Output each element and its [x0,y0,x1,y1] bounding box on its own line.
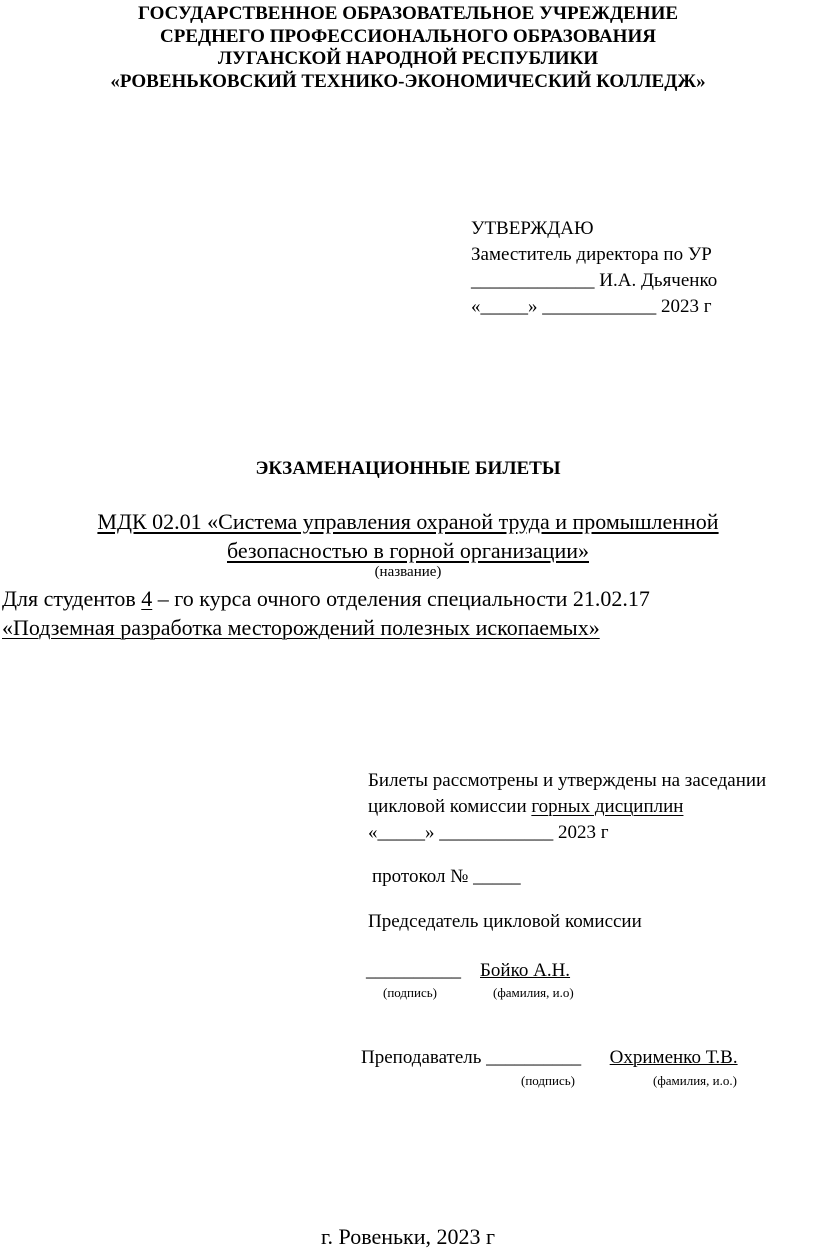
protocol-line: протокол № _____ [372,866,521,887]
students-block [2,584,650,642]
review-line-2-prefix: цикловой комиссии [368,796,532,817]
commission-name: горных дисциплин [531,796,684,817]
course-name-line-2: безопасностью в горной организации» [227,538,589,563]
chair-signature-note: (подпись) [383,985,437,1000]
approval-signature-line: _____________ И.А. Дьяченко [471,270,718,291]
header-line-1: ГОСУДАРСТВЕННОЕ ОБРАЗОВАТЕЛЬНОЕ УЧРЕЖДЕНИЕ [137,3,679,24]
institution-header [0,3,816,93]
chair-signature-line: __________ [366,960,461,981]
review-date-line: «_____» ____________ 2023 г [368,822,609,843]
teacher-name-note: (фамилия, и.о.) [653,1073,737,1088]
city-year: г. Ровеньки, 2023 г [320,1224,496,1249]
approval-date-line: «_____» ____________ 2023 г [471,296,712,317]
header-line-2: СРЕДНЕГО ПРОФЕССИОНАЛЬНОГО ОБРАЗОВАНИЯ [160,25,656,47]
teacher-row [361,1047,738,1069]
students-suffix: – го курса очного отделения специальности 21.02.17 [152,586,650,611]
course-name-line-1: МДК 02.01 «Система управления охраной труда и промышленной [97,509,719,534]
teacher-label: Преподаватель [361,1047,487,1068]
teacher-signature-line: __________ [486,1047,582,1068]
teacher-signature-note: (подпись) [521,1073,575,1088]
header-line-3: ЛУГАНСКОЙ НАРОДНОЙ РЕСПУБЛИКИ [217,48,599,69]
review-line-2 [368,794,766,820]
teacher-name: Охрименко Т.В. [609,1047,738,1068]
document-title: ЭКЗАМЕНАЦИОННЫЕ БИЛЕТЫ [255,458,561,479]
chair-signature-row [366,960,570,982]
chair-label: Председатель цикловой комиссии [368,911,642,932]
students-line [2,584,650,613]
review-line-1: Билеты рассмотрены и утверждены на заседании [368,770,767,791]
header-line-4: «РОВЕНЬКОВСКИЙ ТЕХНИКО-ЭКОНОМИЧЕСКИЙ КОЛЛЕДЖ» [110,70,706,92]
review-block [368,768,766,846]
course-name [0,507,816,565]
students-prefix: Для студентов [2,586,142,611]
approval-block [471,216,717,320]
approval-position: Заместитель директора по УР [471,244,712,265]
chair-name-note: (фамилия, и.о) [493,985,574,1000]
approval-title: УТВЕРЖДАЮ [471,218,594,239]
course-name-note: (название) [374,564,442,580]
chair-name: Бойко А.Н. [480,960,571,981]
specialty-name: «Подземная разработка месторождений полезных ископаемых» [2,615,600,640]
course-number: 4 [141,586,153,611]
